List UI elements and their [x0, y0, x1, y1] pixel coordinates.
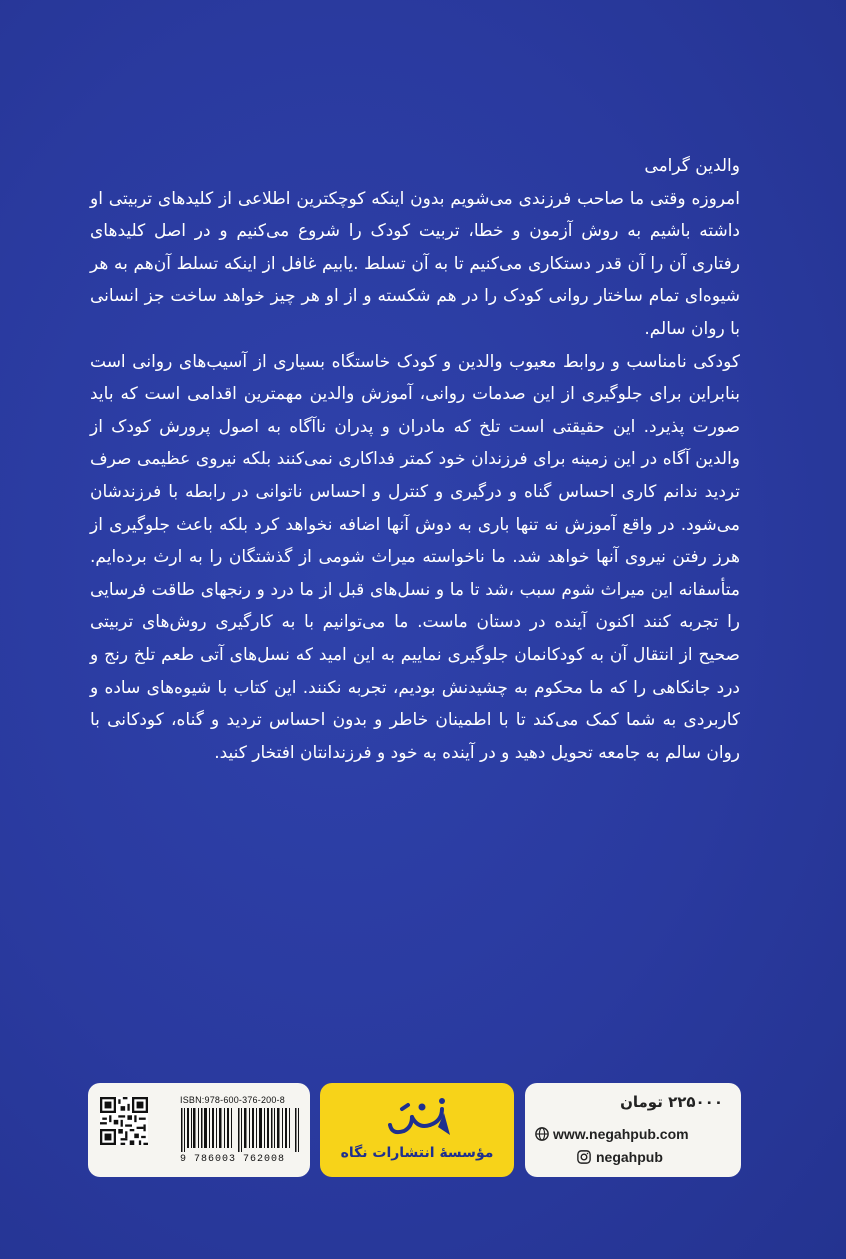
instagram-icon — [577, 1150, 591, 1164]
website-row[interactable] — [535, 1126, 689, 1142]
qr-code-icon — [100, 1097, 148, 1145]
blurb-paragraph-2: کودکی نامناسب و روابط معیوب والدین و کودک خاستگاه بسیاری از آسیب‌های روانی است بنابراین برای جلوگیری از این صدمات روانی، آموزش والدین مهمترین اقدامی است که باید صورت پذیرد. این حقیقتی است تلخ که مادران و پدران ناآگاه به اصول پرورش کودک از والدین آگاه در این زمینه برای فرزندان خود کمتر فداکاری نمی‌کنند بلکه نیروی عظیمی صرف تردید ندانم کاری احساس گناه و درگیری و کنترل و احساس ناتوانی در رابطه با فرزندشان می‌شود. در واقع آموزش نه تنها باری به دوش آنها اضافه نخواهد کرد بلکه باعث جلوگیری از هرز رفتن نیروی آنها خواهد شد. ما ناخواسته میراث شومی از گذشتگان را به ارث برده‌ایم. متأسفانه این میراث شوم سبب ،شد تا ما و نسل‌های قبل از ما درد و رنجهای طاقت فرسایی را تجربه کنند اکنون آینده در دستان ماست. ما می‌توانیم با به کارگیری روش‌های تربیتی صحیح از انتقال آن به کودکانمان جلوگیری نماییم به این امید که نسل‌های آتی طعم تلخ رنج و درد جانکاهی را که ما محکوم به چشیدنش بودیم، تجربه نکنند. این کتاب با شیوه‌های ساده و کاربردی به شما کمک می‌کند تا با اطمینان خاطر و بدون احساس تردید و گناه، کودکانی با روان سالم به جامعه تحویل دهید و در آینده به خود و فرزندانتان افتخار کنید. — [90, 351, 740, 763]
isbn-label: ISBN:978-600-376-200-8 — [180, 1095, 285, 1105]
publisher-logo-box — [320, 1083, 514, 1177]
instagram-row[interactable] — [577, 1149, 663, 1165]
barcode-box — [88, 1083, 310, 1177]
barcode-icon — [180, 1108, 300, 1152]
price-label: ۲۲۵۰۰۰ تومان — [620, 1093, 723, 1111]
blurb-text — [90, 150, 740, 769]
website-link[interactable]: www.negahpub.com — [553, 1126, 689, 1142]
info-box — [525, 1083, 741, 1177]
negah-logo-icon — [382, 1095, 452, 1139]
salutation: والدین گرامی — [644, 156, 740, 176]
barcode-number: 9 786003 762008 — [180, 1154, 286, 1165]
footer-boxes — [0, 1083, 846, 1183]
publisher-name: مؤسسهٔ انتشارات نگاه — [340, 1145, 494, 1161]
instagram-handle[interactable]: negahpub — [596, 1149, 663, 1165]
blurb-paragraph-1: امروزه وقتی ما صاحب فرزندی می‌شویم بدون اینکه کوچکترین اطلاعی از کلیدهای تربیتی او داشته باشیم به روش آزمون و خطا، تربیت کودک را شروع می‌کنیم و در اصل کلیدهای رفتاری آن را آن قدر دستکاری می‌کنیم تا به آن تسلط .یابیم غافل از اینکه تسلط آن‌هم به هر شیوه‌ای تمام ساختار روانی کودک را در هم شکسته و از او هر چیز خواهد ساخت جز انسانی با روان سالم. — [90, 188, 740, 339]
globe-icon — [535, 1127, 549, 1141]
